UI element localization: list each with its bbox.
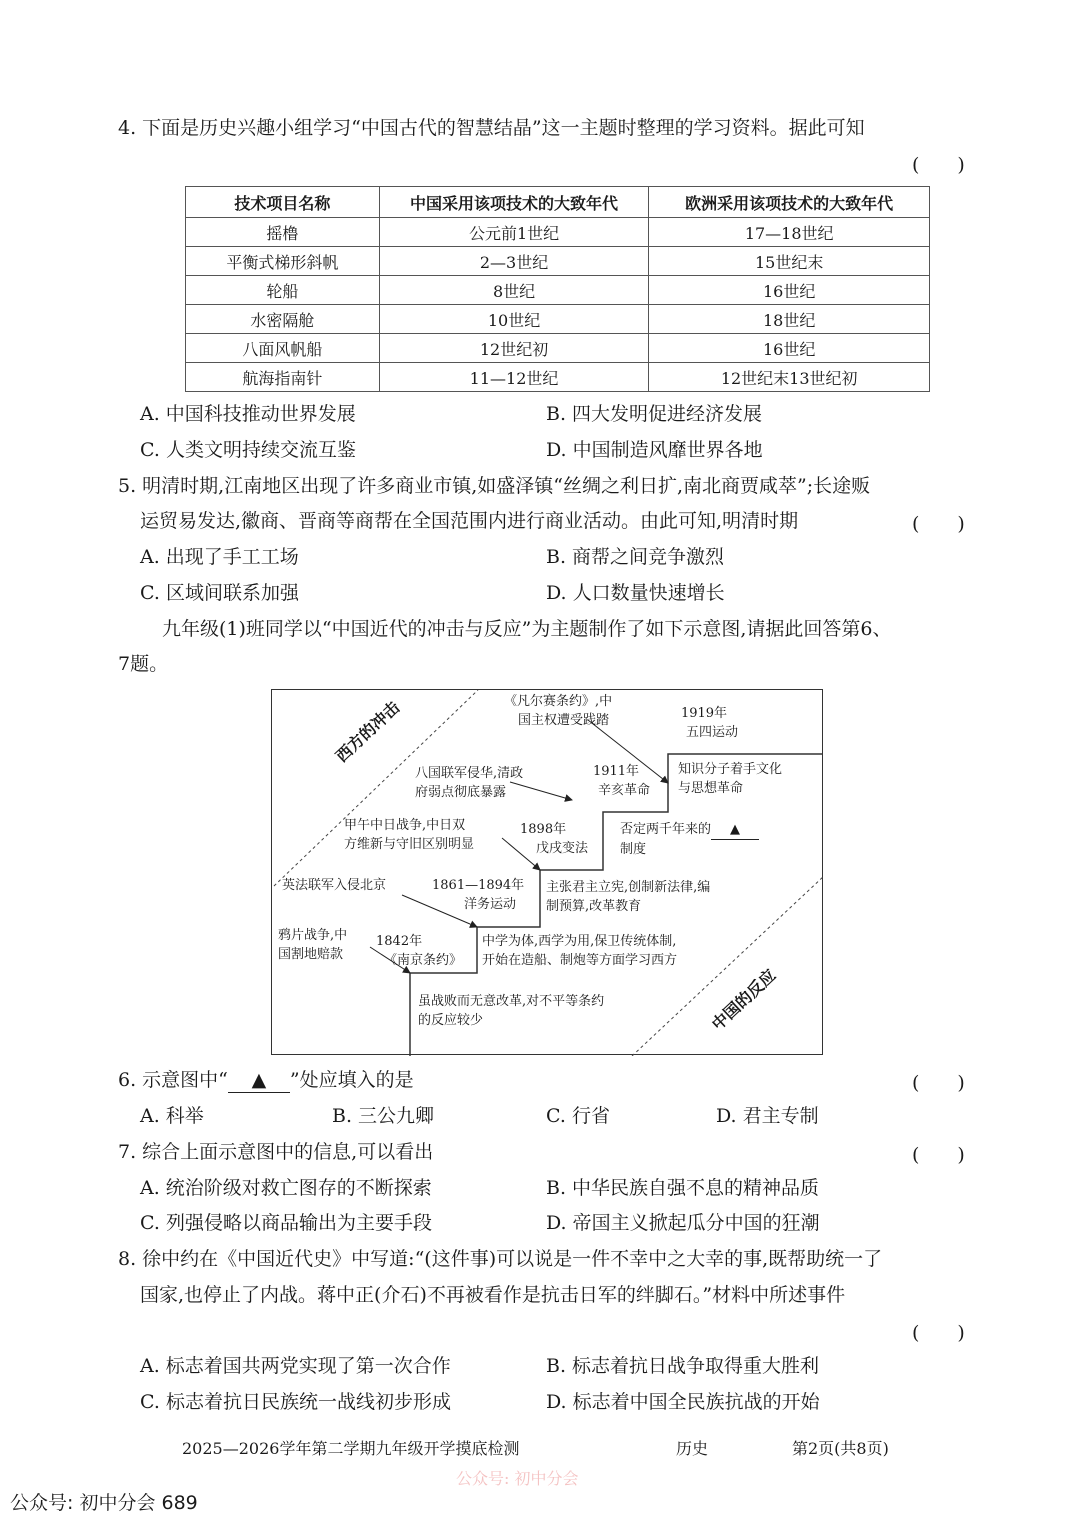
impact-text: 八国联军侵华,清政 [415, 766, 524, 781]
table-cell: 2—3世纪 [379, 247, 649, 276]
q6-option-b[interactable]: B. 三公九卿 [332, 1105, 435, 1127]
q8-option-a[interactable]: A. 标志着国共两党实现了第一次合作 [140, 1355, 451, 1377]
q7-option-b[interactable]: B. 中华民族自强不息的精神品质 [546, 1177, 820, 1199]
response-text: 的反应较少 [418, 1013, 484, 1028]
event-name: 辛亥革命 [598, 783, 651, 798]
event-year: 1919年 [680, 706, 728, 721]
q5-answer-paren: ( ) [912, 513, 965, 535]
event-name: 《南京条约》 [384, 953, 463, 968]
table-cell: 18世纪 [649, 305, 930, 334]
impact-text: 甲午中日战争,中日双 [344, 818, 466, 833]
response-text: 否定两千年来的 [620, 822, 712, 837]
q5-stem-line1: 5. 明清时期,江南地区出现了许多商业市镇,如盛泽镇“丝绸之利日扩,南北商贾咸萃”;长途贩 [118, 475, 871, 497]
footer-subject: 历史 [676, 1439, 709, 1458]
table-cell: 12世纪末13世纪初 [649, 363, 930, 392]
table-cell: 公元前1世纪 [379, 218, 649, 247]
impact-text: 府弱点彻底暴露 [415, 785, 507, 800]
event-name: 五四运动 [686, 725, 739, 740]
q7-option-d[interactable]: D. 帝国主义掀起瓜分中国的狂潮 [546, 1212, 820, 1234]
event-name: 戊戌变法 [536, 841, 589, 856]
footer-page-number: 第2页(共8页) [792, 1439, 889, 1458]
event-name: 洋务运动 [464, 897, 517, 912]
impact-text: 鸦片战争,中 [278, 928, 348, 943]
q4-option-c[interactable]: C. 人类文明持续交流互鉴 [140, 439, 356, 461]
table-cell: 八面风帆船 [186, 334, 380, 363]
table-header: 中国采用该项技术的大致年代 [379, 187, 649, 218]
q7-option-c[interactable]: C. 列强侵略以商品输出为主要手段 [140, 1212, 432, 1234]
table-header-row [186, 187, 930, 218]
event-1842 [376, 932, 462, 970]
q4-option-d[interactable]: D. 中国制造风靡世界各地 [546, 439, 763, 461]
q8-option-d[interactable]: D. 标志着中国全民族抗战的开始 [546, 1391, 820, 1413]
impact-versailles [504, 692, 612, 730]
event-year: 1911年 [592, 764, 640, 779]
table-cell: 15世纪末 [649, 247, 930, 276]
table-cell: 10世纪 [379, 305, 649, 334]
q6-answer-paren: ( ) [912, 1072, 965, 1094]
impact-text: 方维新与守旧区别明显 [344, 837, 475, 852]
china-response-label: 中国的反应 [708, 965, 780, 1034]
table-cell: 摇橹 [186, 218, 380, 247]
table-cell: 轮船 [186, 276, 380, 305]
impact-response-diagram [271, 689, 823, 1055]
q5-option-d[interactable]: D. 人口数量快速增长 [546, 582, 725, 604]
q6-stem [118, 1068, 414, 1093]
table-row [186, 218, 930, 247]
intro-line1: 九年级(1)班同学以“中国近代的冲击与反应”为主题制作了如下示意图,请据此回答第6、 [162, 618, 892, 640]
response-text: 与思想革命 [678, 781, 744, 796]
response-text: 知识分子着手文化 [678, 762, 783, 777]
q6-option-c[interactable]: C. 行省 [546, 1105, 610, 1127]
table-cell: 水密隔舱 [186, 305, 380, 334]
table-row [186, 247, 930, 276]
response-text: 虽战败而无意改革,对不平等条约 [418, 994, 605, 1009]
response-text: 制预算,改革教育 [546, 899, 642, 914]
table-cell: 航海指南针 [186, 363, 380, 392]
table-cell: 11—12世纪 [379, 363, 649, 392]
footer-exam-title: 2025—2026学年第二学期九年级开学摸底检测 [182, 1439, 520, 1458]
q5-stem-line2: 运贸易发达,徽商、晋商等商帮在全国范围内进行商业活动。由此可知,明清时期 [140, 510, 799, 532]
q7-answer-paren: ( ) [912, 1144, 965, 1166]
q5-option-b[interactable]: B. 商帮之间竞争激烈 [546, 546, 725, 568]
response-text: 制度 [620, 842, 647, 857]
q6-blank: ▲ [228, 1068, 290, 1093]
west-impact-label: 西方的冲击 [332, 697, 404, 766]
impact-text: 国主权遭受践踏 [518, 713, 610, 728]
q4-answer-paren: ( ) [912, 154, 965, 176]
q6-option-a[interactable]: A. 科举 [140, 1105, 204, 1127]
response-text: 开始在造船、制炮等方面学习西方 [482, 953, 678, 968]
q7-stem: 7. 综合上面示意图中的信息,可以看出 [118, 1141, 434, 1163]
table-row [186, 334, 930, 363]
table-cell: 17—18世纪 [649, 218, 930, 247]
response-1842 [418, 992, 604, 1030]
impact-opium [278, 926, 347, 964]
response-text: 主张君主立宪,创制新法律,编 [546, 880, 711, 895]
event-1919 [670, 704, 738, 742]
event-1898 [520, 820, 588, 858]
response-1898 [546, 878, 710, 916]
table-row [186, 276, 930, 305]
table-row [186, 363, 930, 392]
impact-sino-japan [344, 816, 474, 854]
q6-stem-text: ”处应填入的是 [289, 1069, 414, 1091]
response-1911 [620, 820, 759, 859]
q6-option-d[interactable]: D. 君主专制 [716, 1105, 819, 1127]
table-cell: 8世纪 [379, 276, 649, 305]
tech-table [185, 186, 930, 392]
q4-stem: 4. 下面是历史兴趣小组学习“中国古代的智慧结晶”这一主题时整理的学习资料。据此可知 [118, 117, 865, 139]
table-cell: 12世纪初 [379, 334, 649, 363]
event-year: 1861—1894年 [432, 878, 525, 893]
table-cell: 16世纪 [649, 276, 930, 305]
q8-stem-line1: 8. 徐中约在《中国近代史》中写道:“(这件事)可以说是一件不幸中之大幸的事,既帮助统一了 [118, 1248, 883, 1270]
intro-line2: 7题。 [118, 653, 169, 675]
watermark: 公众号: 初中分会 [456, 1469, 579, 1488]
answer-blank: ▲ [711, 820, 759, 840]
response-1919 [678, 760, 782, 798]
q4-option-a[interactable]: A. 中国科技推动世界发展 [140, 403, 356, 425]
event-1911 [582, 762, 650, 800]
q8-option-c[interactable]: C. 标志着抗日民族统一战线初步形成 [140, 1391, 451, 1413]
impact-eight-nation [415, 764, 523, 802]
table-cell: 16世纪 [649, 334, 930, 363]
q5-option-a[interactable]: A. 出现了手工工场 [140, 546, 299, 568]
event-year: 1842年 [376, 934, 423, 949]
response-1861 [482, 932, 677, 970]
impact-text: 《凡尔赛条约》,中 [504, 694, 613, 709]
table-header: 欧洲采用该项技术的大致年代 [649, 187, 930, 218]
q5-option-c[interactable]: C. 区域间联系加强 [140, 582, 299, 604]
table-header: 技术项目名称 [186, 187, 380, 218]
table-cell: 平衡式梯形斜帆 [186, 247, 380, 276]
event-year: 1898年 [520, 822, 567, 837]
q8-stem-line2: 国家,也停止了内战。蒋中正(介石)不再被看作是抗击日军的绊脚石。”材料中所述事件 [140, 1284, 846, 1306]
q6-stem-text: 6. 示意图中“ [118, 1069, 228, 1091]
q8-answer-paren: ( ) [912, 1322, 965, 1344]
q8-option-b[interactable]: B. 标志着抗日战争取得重大胜利 [546, 1355, 820, 1377]
impact-text: 国割地赔款 [278, 947, 344, 962]
response-text: 中学为体,西学为用,保卫传统体制, [482, 934, 677, 949]
table-row [186, 305, 930, 334]
source-tag: 公众号: 初中分会 689 [10, 1492, 198, 1514]
event-1861 [432, 876, 524, 914]
q4-option-b[interactable]: B. 四大发明促进经济发展 [546, 403, 763, 425]
impact-anglo-french: 英法联军入侵北京 [282, 878, 387, 893]
q7-option-a[interactable]: A. 统治阶级对救亡图存的不断探索 [140, 1177, 432, 1199]
